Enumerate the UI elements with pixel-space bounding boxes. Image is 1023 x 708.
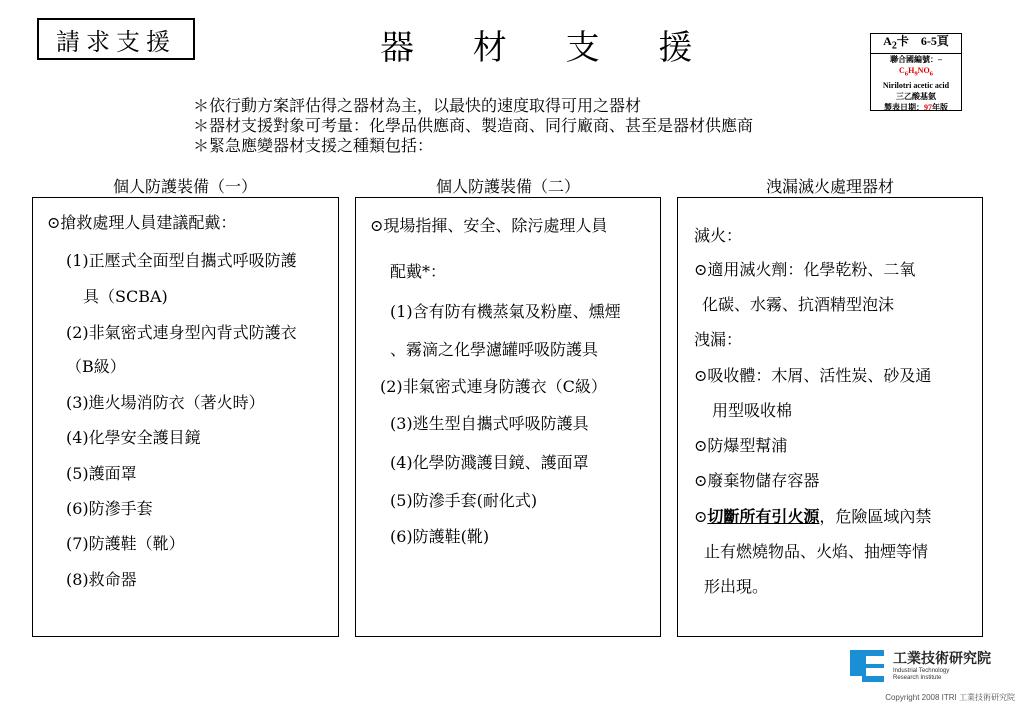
chemical-info-card <box>870 33 962 111</box>
list-item: 具（SCBA) <box>83 287 168 306</box>
list-item: ⊙搶救處理人員建議配戴： <box>47 213 237 232</box>
column-heading-ppe-2: 個人防護裝備（二） <box>435 177 580 196</box>
list-item: 、霧滴之化學濾罐呼吸防護具 <box>390 340 599 359</box>
list-item: 配戴*： <box>390 262 447 281</box>
list-item-cut-ignition: ⊙切斷所有引火源，危險區域內禁 <box>694 507 932 526</box>
un-number: 聯合國編號：– <box>890 55 942 65</box>
panel-leak-fire <box>677 197 983 637</box>
list-item: (7)防護鞋（靴） <box>66 534 185 553</box>
list-item: (6)防護鞋(靴) <box>390 527 490 546</box>
page-title: 器 材 支 援 <box>380 28 717 68</box>
list-item: ⊙防爆型幫浦 <box>694 436 788 455</box>
intro-line: ＊器材支援對象可考量：化學品供應商、製造商、同行廠商、甚至是器材供應商 <box>193 116 754 135</box>
list-item: （B級） <box>66 357 126 376</box>
list-item: (2)非氣密式連身防護衣（C級） <box>380 377 607 396</box>
intro-line: ＊緊急應變器材支援之種類包括： <box>193 136 434 155</box>
chemical-name-en: Nirilotri acetic acid <box>882 80 950 90</box>
itri-logo-text <box>893 648 991 682</box>
logo-name-zh: 工業技術研究院 <box>893 650 991 666</box>
list-item: ⊙現場指揮、安全、除污處理人員 <box>370 216 608 235</box>
list-item: (3)逃生型自攜式呼吸防護具 <box>390 414 589 433</box>
itri-logo-icon <box>850 650 884 682</box>
list-item: (6)防滲手套 <box>66 499 153 518</box>
list-item: ⊙廢棄物儲存容器 <box>694 471 820 490</box>
panel-ppe-1 <box>32 197 339 637</box>
list-item: (4)化學防濺護目鏡、護面罩 <box>390 453 589 472</box>
list-item: (8)救命器 <box>66 570 137 589</box>
chemical-formula: $C_6H_9NO_6$ <box>899 66 933 78</box>
list-item: (5)防滲手套(耐化式) <box>390 491 538 510</box>
card-page-ref: $A_2$卡 6-5頁 <box>871 34 961 54</box>
list-item: (4)化學安全護目鏡 <box>66 428 201 447</box>
cut-ignition-emphasis: 切斷所有引火源 <box>707 507 820 526</box>
chemical-name-zh: 三乙酸基氨 <box>896 91 936 101</box>
list-item: (1)正壓式全面型自攜式呼吸防護 <box>66 251 297 270</box>
list-item: ⊙適用滅火劑：化學乾粉、二氧 <box>694 260 916 279</box>
list-item: 洩漏： <box>694 330 743 349</box>
list-item: 化碳、水霧、抗酒精型泡沫 <box>702 295 895 314</box>
column-heading-leak-fire: 洩漏滅火處理器材 <box>765 177 894 196</box>
intro-text <box>193 96 753 156</box>
list-item: (5)護面罩 <box>66 464 137 483</box>
list-item: 形出現。 <box>704 577 769 596</box>
copyright-text: Copyright 2008 ITRI 工業技術研究院 <box>885 693 1015 702</box>
intro-line: ＊依行動方案評估得之器材為主，以最快的速度取得可用之器材 <box>193 96 642 115</box>
list-item: 用型吸收棉 <box>712 401 793 420</box>
list-item: 滅火： <box>694 226 743 245</box>
list-item: (1)含有防有機蒸氣及粉塵、燻煙 <box>390 302 621 321</box>
list-item: (3)進火場消防衣（著火時） <box>66 393 265 412</box>
card-date: 製表日期：97年版 <box>884 102 948 112</box>
panel-ppe-2 <box>355 197 661 637</box>
list-item: 止有燃燒物品、火焰、抽煙等情 <box>704 542 929 561</box>
list-item: ⊙吸收體：木屑、活性炭、砂及通 <box>694 366 932 385</box>
request-support-box: 請求支援 <box>37 18 195 60</box>
list-item: (2)非氣密式連身型內背式防護衣 <box>66 323 297 342</box>
logo-name-en: Industrial Technology Research Institute <box>893 668 950 681</box>
column-heading-ppe-1: 個人防護裝備（一） <box>112 177 257 196</box>
